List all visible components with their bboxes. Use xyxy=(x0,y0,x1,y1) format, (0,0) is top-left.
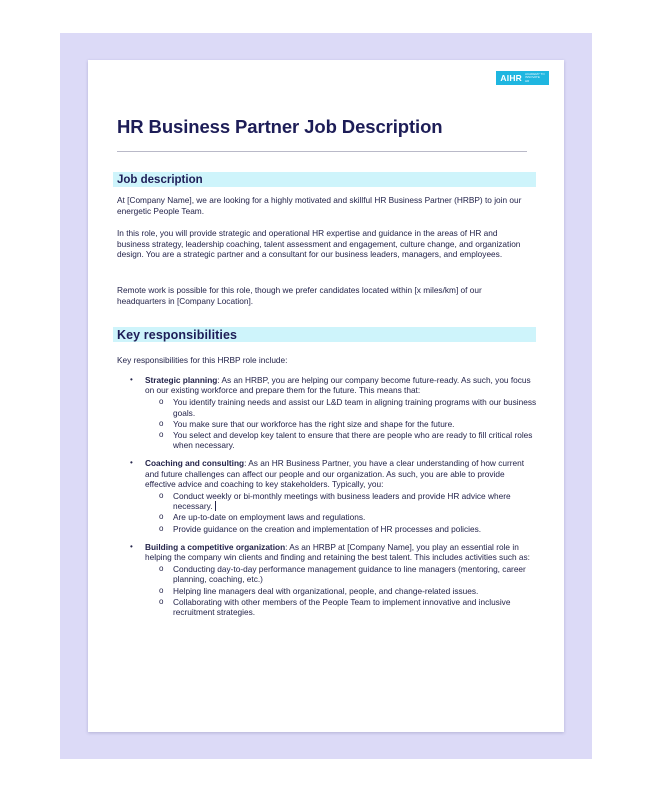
responsibility-title: Building a competitive organization xyxy=(145,541,286,552)
sub-list xyxy=(145,397,537,450)
logo-tagline: ACADEMY TO INNOVATE HR xyxy=(525,71,545,83)
job-description-paragraph: In this role, you will provide strategic and operational HR expertise and guidance in the areas of HR and business strategy, leadership coaching, talent assessment and engagement, culture change, and organization design. You are a strategic partner and a consultant for our business leaders, managers, and employees. xyxy=(117,228,521,259)
section-heading-key-responsibilities: Key responsibilities xyxy=(113,327,536,342)
sub-marker: o xyxy=(159,418,164,428)
sub-marker: o xyxy=(159,564,164,574)
sub-item-text: Conducting day-to-day performance management guidance to line managers (mentoring, career planning, coaching, etc.) xyxy=(173,564,526,585)
bullet-marker: • xyxy=(130,375,133,384)
sub-item-text: You identify training needs and assist our L&D team in aligning training programs with our business goals. xyxy=(173,397,537,418)
sub-item xyxy=(145,586,537,596)
sub-item-text: Collaborating with other members of the People Team to implement innovative and inclusive recruitment strategies. xyxy=(173,596,511,618)
sub-marker: o xyxy=(159,523,164,533)
sub-item xyxy=(145,491,537,511)
sub-item-text: You select and develop key talent to ensure that there are people who are ready to fill critical roles when necessary. xyxy=(173,430,533,451)
responsibility-text: : As an HR Business Partner, you have a clear understanding of how current and future challenges can affect our people and our organization. As such, you are able to provide effective advice and coaching to key stakeholders. Typically, you: xyxy=(145,458,525,489)
sub-marker: o xyxy=(159,596,164,606)
job-description-paragraph: At [Company Name], we are looking for a highly motivated and skillful HR Business Partner (HRBP) to join our energetic People Team. xyxy=(117,195,522,216)
sub-item-text: Are up-to-date on employment laws and regulations. xyxy=(173,512,366,523)
responsibility-text: : As an HRBP at [Company Name], you play an essential role in helping the company win clients and finding and retaining the best talent. This includes activities such as: xyxy=(145,541,530,563)
sub-item-text: Helping line managers deal with organizational, people, and change-related issues. xyxy=(173,585,479,596)
responsibility-item xyxy=(117,375,537,450)
sub-item xyxy=(145,419,537,429)
responsibility-item xyxy=(117,458,537,533)
text-cursor xyxy=(215,501,216,511)
logo-mark: AIHR xyxy=(500,73,522,83)
responsibilities-list xyxy=(117,375,537,625)
sub-marker: o xyxy=(159,512,164,522)
sub-item-text: Provide guidance on the creation and implementation of HR processes and policies. xyxy=(173,523,482,534)
section-heading-job-description: Job description xyxy=(113,172,536,187)
sub-item xyxy=(145,597,537,617)
sub-marker: o xyxy=(159,397,164,407)
title-divider xyxy=(117,151,527,152)
sub-list xyxy=(145,564,537,617)
sub-item xyxy=(145,397,537,417)
responsibility-title: Strategic planning xyxy=(145,375,218,385)
responsibility-text: : As an HRBP, you are helping our company become future-ready. As such, you focus on our existing workforce and prepare them for the future. This means that: xyxy=(145,375,531,396)
sub-marker: o xyxy=(159,491,164,501)
sub-item xyxy=(145,564,537,584)
document-title: HR Business Partner Job Description xyxy=(117,116,443,137)
sub-marker: o xyxy=(159,585,164,595)
sub-marker: o xyxy=(159,430,164,440)
job-description-paragraph: Remote work is possible for this role, though we prefer candidates located within [x miles/km] of our headquarters in [Company Location]. xyxy=(117,285,482,306)
sub-item xyxy=(145,512,537,522)
document-page xyxy=(88,60,564,732)
responsibility-item xyxy=(117,542,537,617)
sub-item xyxy=(145,524,537,534)
sub-item-text: Conduct weekly or bi-monthly meetings with business leaders and provide HR advice where necessary. xyxy=(173,491,511,512)
bullet-marker: • xyxy=(130,541,133,551)
responsibility-title: Coaching and consulting xyxy=(145,458,245,469)
sub-list xyxy=(145,491,537,534)
bullet-marker: • xyxy=(130,458,133,468)
sub-item-text: You make sure that our workforce has the right size and shape for the future. xyxy=(173,418,455,429)
responsibilities-intro: Key responsibilities for this HRBP role include: xyxy=(117,355,288,365)
aihr-logo xyxy=(496,71,549,85)
sub-item xyxy=(145,430,537,450)
